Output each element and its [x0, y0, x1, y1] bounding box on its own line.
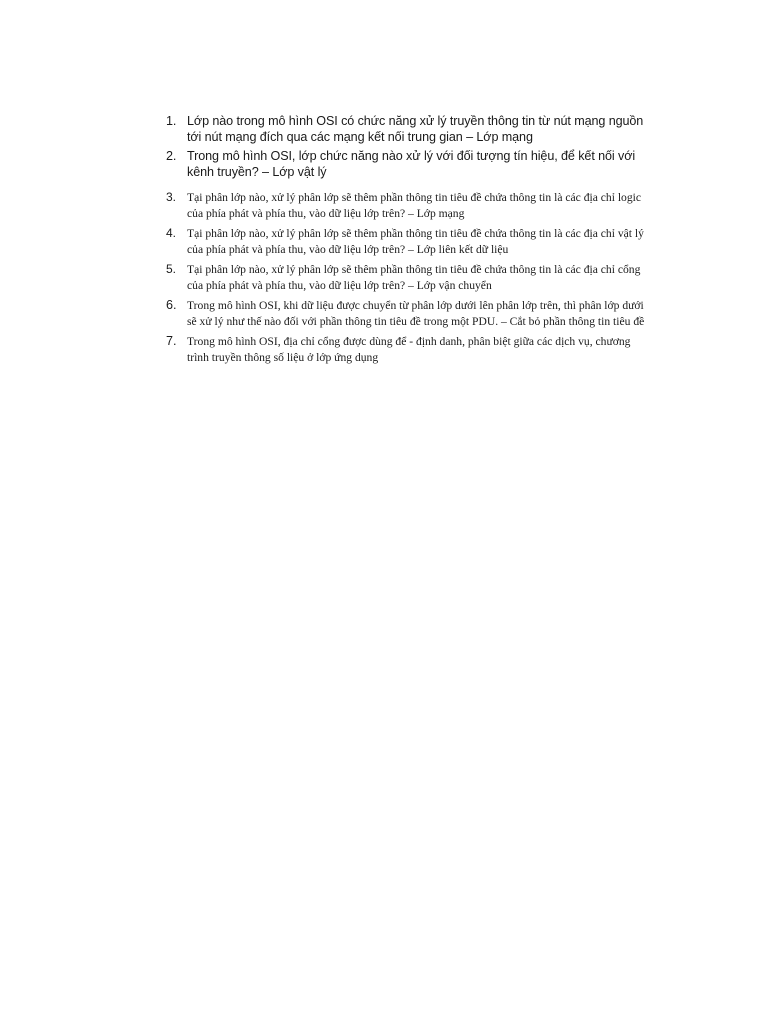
question-answer-list [166, 113, 646, 365]
item-text: Tại phân lớp nào, xử lý phân lớp sẽ thêm phần thông tin tiêu đề chứa thông tin là các địa chỉ logic của phía phát và phía thu, vào dữ liệu lớp trên? – Lớp mạng [187, 191, 642, 220]
list-item-2 [166, 148, 646, 180]
item-text: Trong mô hình OSI, địa chỉ cổng được dùng để - định danh, phân biệt giữa các dịch vụ, chương trình truyền thông số liệu ở lớp ứng dụng [187, 335, 631, 364]
item-text: Trong mô hình OSI, khi dữ liệu được chuyển từ phân lớp dưới lên phân lớp trên, thì phân lớp dưới sẽ xử lý như thế nào đối với phần thông tin tiêu đề trong một PDU. – Cắt bỏ phần thông tin tiêu đề [187, 299, 645, 328]
item-text: Trong mô hình OSI, lớp chức năng nào xử lý với đối tượng tín hiệu, để kết nối với kênh truyền? – Lớp vật lý [187, 149, 636, 179]
item-text: Lớp nào trong mô hình OSI có chức năng xử lý truyền thông tin từ nút mạng nguồn tới nút mạng đích qua các mạng kết nối trung gian – Lớp mạng [187, 114, 644, 144]
item-number: 5. [166, 262, 177, 276]
item-number: 2. [166, 149, 177, 163]
list-item-7 [166, 334, 646, 365]
item-number: 1. [166, 114, 177, 128]
list-item-6 [166, 298, 646, 329]
list-item-1 [166, 113, 646, 145]
list-item-4 [166, 226, 646, 257]
list-item-3 [166, 190, 646, 221]
item-number: 6. [166, 298, 177, 312]
item-text: Tại phân lớp nào, xử lý phân lớp sẽ thêm phần thông tin tiêu đề chứa thông tin là các địa chỉ cổng của phía phát và phía thu, vào dữ liệu lớp trên? – Lớp vận chuyển [187, 263, 641, 292]
item-text: Tại phân lớp nào, xử lý phân lớp sẽ thêm phần thông tin tiêu đề chứa thông tin là các địa chỉ vật lý của phía phát và phía thu, vào dữ liệu lớp trên? – Lớp liên kết dữ liệu [187, 227, 644, 256]
item-number: 4. [166, 226, 177, 240]
item-number: 7. [166, 334, 177, 348]
list-item-5 [166, 262, 646, 293]
item-number: 3. [166, 190, 177, 204]
